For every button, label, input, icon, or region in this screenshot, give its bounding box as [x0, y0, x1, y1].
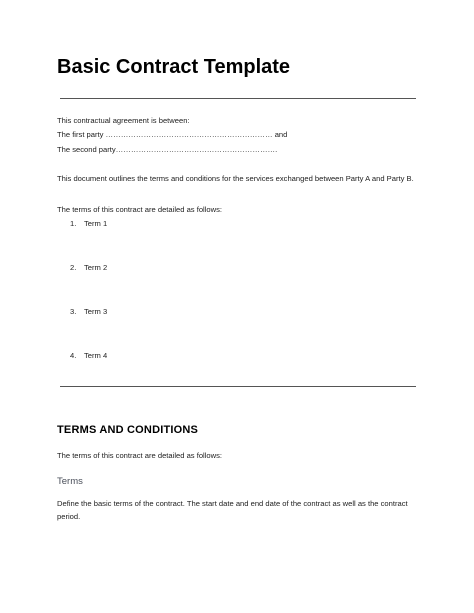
list-item-label: Term 3 — [84, 307, 108, 316]
divider-top — [60, 98, 416, 99]
terms-subheading: Terms — [57, 476, 83, 487]
section-heading: TERMS AND CONDITIONS — [57, 424, 199, 436]
list-item-number: 3. — [70, 307, 77, 316]
list-item-label: Term 2 — [84, 263, 108, 272]
list-item-number: 1. — [70, 219, 77, 228]
intro-line-3: The second party………………………………………………………. — [57, 145, 278, 154]
section-lead: The terms of this contract are detailed as follows: — [57, 451, 223, 460]
document-title: Basic Contract Template — [57, 56, 291, 78]
intro-line-1: This contractual agreement is between: — [57, 116, 190, 125]
outline-paragraph: This document outlines the terms and conditions for the services exchanged between Party A and Party B. — [57, 174, 414, 183]
list-item-number: 2. — [70, 263, 77, 272]
list-item-label: Term 1 — [84, 219, 108, 228]
terms-lead: The terms of this contract are detailed as follows: — [57, 205, 223, 214]
divider-middle — [60, 386, 416, 387]
intro-line-2: The first party ………………………………………………………… and — [57, 130, 288, 139]
terms-body: Define the basic terms of the contract. The start date and end date of the contract as well as the contract period. — [57, 499, 408, 521]
list-item-number: 4. — [70, 351, 77, 360]
list-item-label: Term 4 — [84, 351, 108, 360]
